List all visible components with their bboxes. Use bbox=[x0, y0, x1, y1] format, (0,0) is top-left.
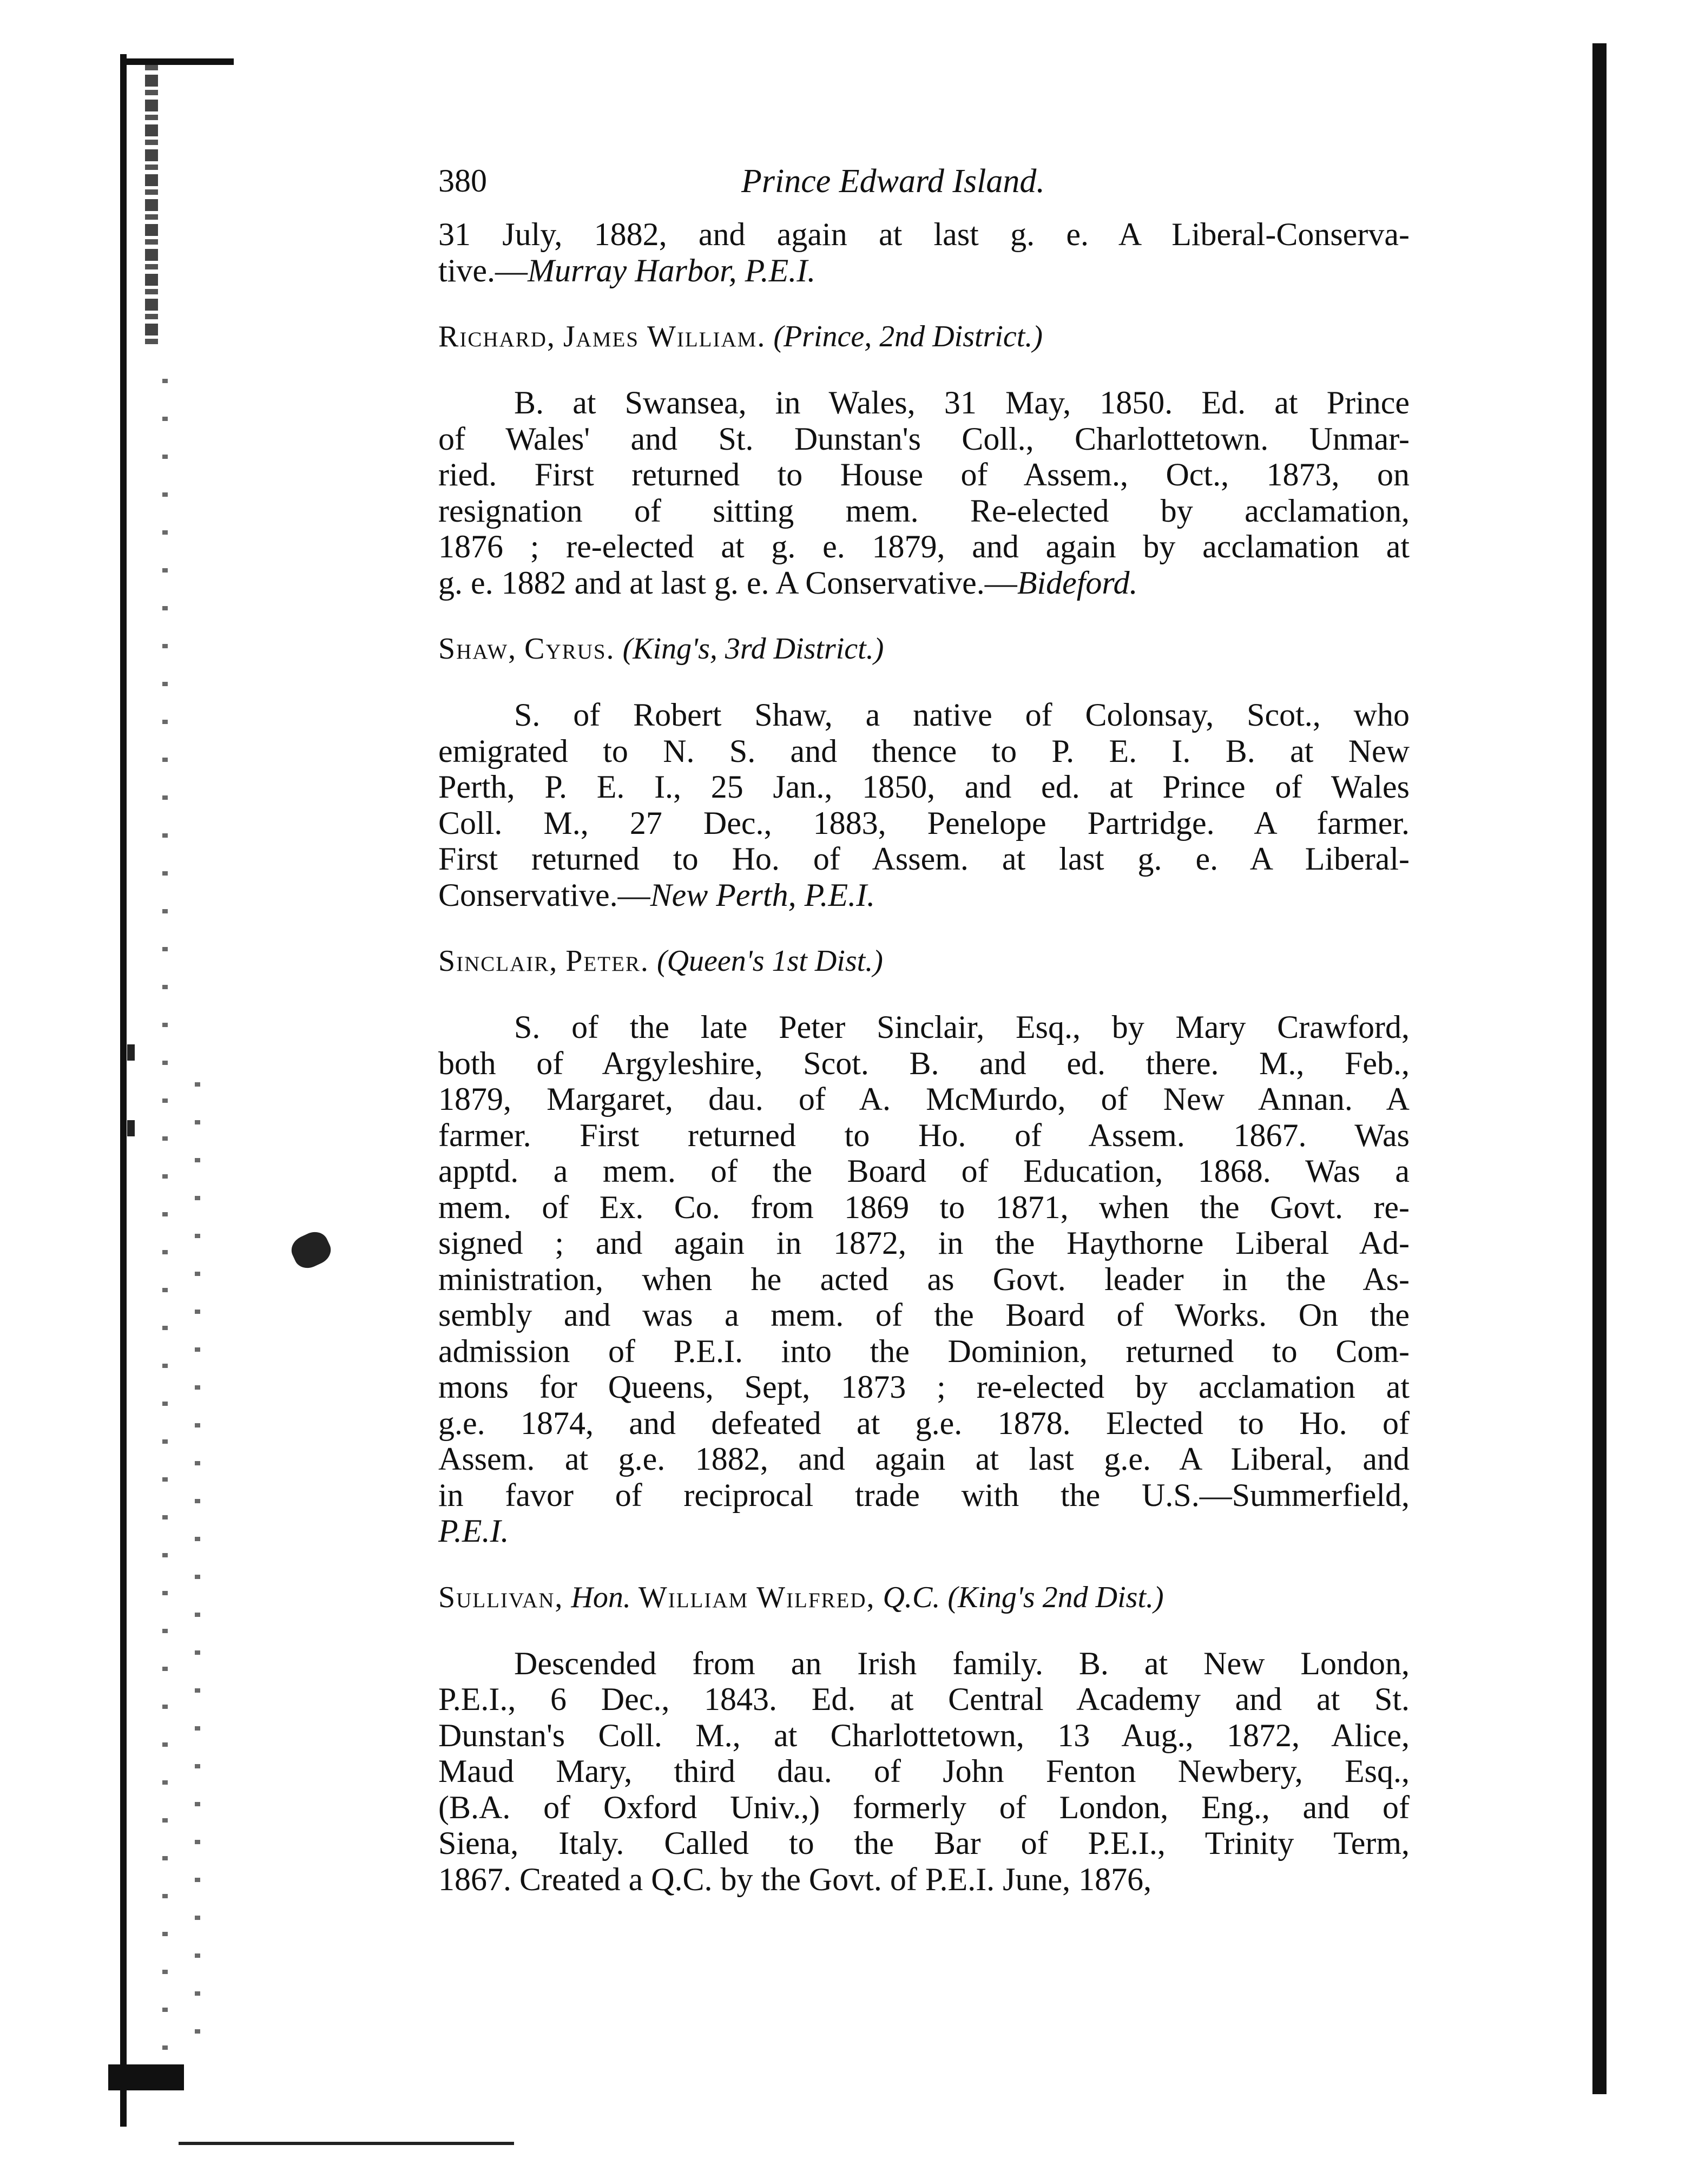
text-line: First returned to Ho. of Assem. at last g. e. A Liberal- bbox=[438, 841, 1410, 877]
scan-border-left bbox=[120, 54, 127, 2127]
text-line: both of Argyleshire, Scot. B. and ed. there. M., Feb., bbox=[438, 1045, 1410, 1081]
text-line: Coll. M., 27 Dec., 1883, Penelope Partridge. A farmer. bbox=[438, 805, 1410, 841]
electoral-district: (King's, 3rd District.) bbox=[622, 632, 884, 666]
text-line: Perth, P. E. I., 25 Jan., 1850, and ed. at Prince of Wales bbox=[438, 769, 1410, 805]
text-line: (B.A. of Oxford Univ.,) formerly of London, Eng., and of bbox=[438, 1789, 1410, 1825]
text-line: Assem. at g.e. 1882, and again at last g.e. A Liberal, and bbox=[438, 1441, 1410, 1477]
entry-heading bbox=[438, 943, 1410, 979]
text-line: 1867. Created a Q.C. by the Govt. of P.E.I. June, 1876, bbox=[438, 1861, 1152, 1897]
text-line: of Wales' and St. Dunstan's Coll., Charlottetown. Unmar- bbox=[438, 420, 1410, 457]
text-line: sembly and was a mem. of the Board of Works. On the bbox=[438, 1297, 1410, 1333]
text-line: 31 July, 1882, and again at last g. e. A Liberal-Conserva- bbox=[438, 216, 1410, 252]
page-header bbox=[438, 162, 1410, 216]
biography-entry bbox=[438, 631, 1410, 913]
member-surname: Sullivan, bbox=[438, 1580, 564, 1614]
biography-entry bbox=[438, 319, 1410, 601]
member-surname: Richard, bbox=[438, 320, 556, 353]
text-line: emigrated to N. S. and thence to P. E. I. B. at New bbox=[438, 733, 1410, 769]
scan-border-right bbox=[1592, 43, 1607, 2094]
text-line: Siena, Italy. Called to the Bar of P.E.I., Trinity Term, bbox=[438, 1825, 1410, 1861]
scan-speck bbox=[127, 1044, 135, 1061]
scan-border-top bbox=[120, 58, 234, 65]
scan-border-bottom-corner bbox=[108, 2064, 184, 2090]
text-line bbox=[438, 1513, 1410, 1549]
member-given-names: Peter. bbox=[565, 944, 649, 978]
text-line: S. of Robert Shaw, a native of Colonsay, Scot., who bbox=[514, 697, 1410, 733]
member-given-names: James William. bbox=[563, 320, 766, 353]
biography-entry bbox=[438, 943, 1410, 1549]
text-line: 1876 ; re-elected at g. e. 1879, and again by acclamation at bbox=[438, 529, 1410, 564]
text-line: resignation of sitting mem. Re-elected by acclamation, bbox=[438, 492, 1410, 529]
residence-place: P.E.I. bbox=[438, 1513, 509, 1549]
member-surname: Sinclair, bbox=[438, 944, 558, 978]
text-line: admission of P.E.I. into the Dominion, returned to Com- bbox=[438, 1333, 1410, 1369]
entry-heading bbox=[438, 1580, 1410, 1615]
text-line: signed ; and again in 1872, in the Haythorne Liberal Ad- bbox=[438, 1225, 1410, 1261]
scan-speckle-column bbox=[195, 1082, 200, 2056]
text-line: S. of the late Peter Sinclair, Esq., by Mary Crawford, bbox=[514, 1009, 1410, 1045]
continuation-paragraph bbox=[438, 216, 1410, 288]
electoral-district: (King's 2nd Dist.) bbox=[947, 1580, 1164, 1614]
residence-place: Murray Harbor, P.E.I. bbox=[527, 252, 816, 288]
text-line: B. at Swansea, in Wales, 31 May, 1850. Ed. at Prince bbox=[514, 385, 1410, 420]
text-line: ried. First returned to House of Assem., Oct., 1873, on bbox=[438, 457, 1410, 492]
document-page bbox=[438, 162, 1410, 1897]
text-line: g.e. 1874, and defeated at g.e. 1878. Elected to Ho. of bbox=[438, 1405, 1410, 1441]
scan-border-bottom bbox=[179, 2142, 514, 2145]
text-line: ministration, when he acted as Govt. leader in the As- bbox=[438, 1261, 1410, 1297]
text-span: Conservative.— bbox=[438, 877, 650, 913]
text-line: mem. of Ex. Co. from 1869 to 1871, when the Govt. re- bbox=[438, 1189, 1410, 1225]
text-line: P.E.I., 6 Dec., 1843. Ed. at Central Academy and at St. bbox=[438, 1681, 1410, 1717]
member-given-names: Cyrus. bbox=[524, 632, 615, 666]
text-line: farmer. First returned to Ho. of Assem. 1867. Was bbox=[438, 1117, 1410, 1153]
text-line: Descended from an Irish family. B. at New London, bbox=[514, 1645, 1410, 1681]
entry-heading bbox=[438, 631, 1410, 667]
text-span: g. e. 1882 and at last g. e. A Conservative.— bbox=[438, 564, 1017, 601]
scan-smudge bbox=[145, 65, 158, 346]
residence-place: Bideford. bbox=[1017, 564, 1138, 601]
residence-place: New Perth, P.E.I. bbox=[650, 877, 875, 913]
scan-ink-blot bbox=[287, 1227, 335, 1273]
text-line bbox=[438, 253, 1410, 289]
text-line bbox=[438, 565, 1410, 601]
text-line: Maud Mary, third dau. of John Fenton Newbery, Esq., bbox=[438, 1753, 1410, 1789]
member-given-names: William Wilfred, bbox=[638, 1580, 875, 1614]
biography-entry bbox=[438, 1580, 1410, 1898]
member-honorific: Hon. bbox=[571, 1580, 631, 1614]
page-number: 380 bbox=[438, 163, 487, 199]
scan-speck bbox=[127, 1120, 135, 1136]
text-line: Dunstan's Coll. M., at Charlottetown, 13 Aug., 1872, Alice, bbox=[438, 1717, 1410, 1753]
member-surname: Shaw, bbox=[438, 632, 517, 666]
entry-heading bbox=[438, 319, 1410, 354]
scan-speckle-column bbox=[162, 379, 168, 2056]
text-line: in favor of reciprocal trade with the U.S.—Summerfield, bbox=[438, 1477, 1410, 1513]
electoral-district: (Queen's 1st Dist.) bbox=[656, 944, 883, 978]
text-line: mons for Queens, Sept, 1873 ; re-elected by acclamation at bbox=[438, 1369, 1410, 1405]
text-line: 1879, Margaret, dau. of A. McMurdo, of New Annan. A bbox=[438, 1081, 1410, 1117]
electoral-district: (Prince, 2nd District.) bbox=[773, 320, 1043, 353]
text-span: tive.— bbox=[438, 252, 528, 288]
text-line: apptd. a mem. of the Board of Education, 1868. Was a bbox=[438, 1153, 1410, 1189]
biography-entries bbox=[438, 319, 1410, 1897]
running-title: Prince Edward Island. bbox=[741, 163, 1045, 200]
member-suffix: Q.C. bbox=[883, 1580, 940, 1614]
text-line bbox=[438, 877, 1410, 913]
